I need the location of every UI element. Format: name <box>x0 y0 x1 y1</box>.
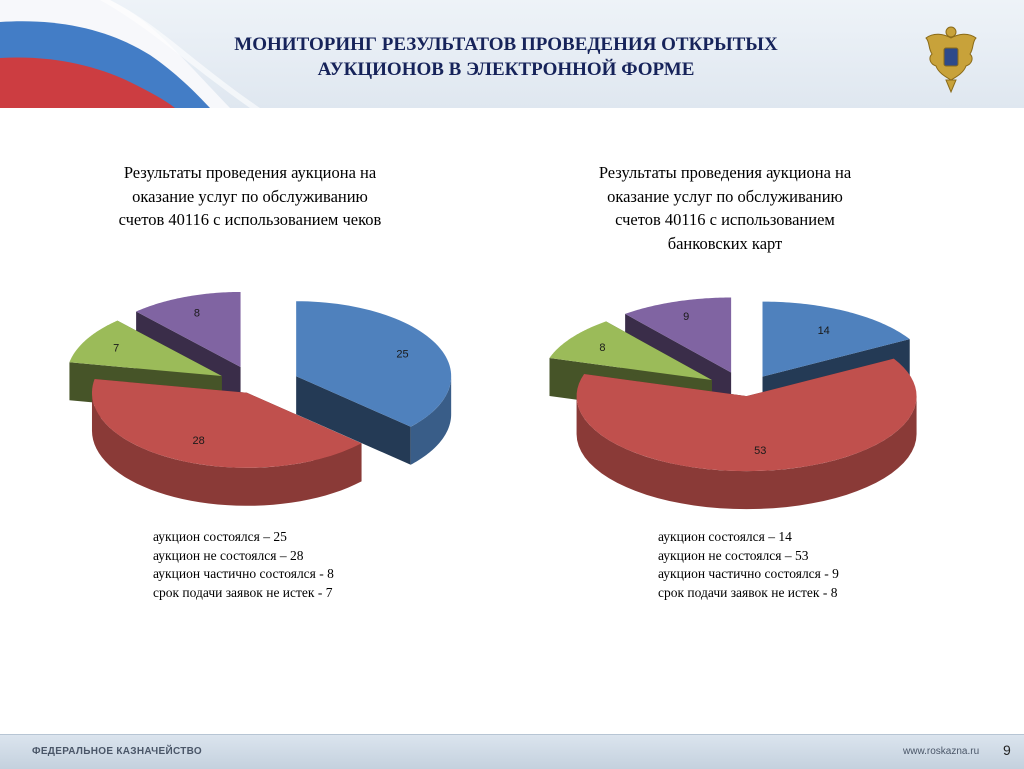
chart-1-title-line: оказание услуг по обслуживанию <box>132 186 368 206</box>
chart-1-title-line: Результаты проведения аукциона на <box>123 163 377 182</box>
pie-data-label: 14 <box>817 324 830 337</box>
chart-1-legend <box>153 528 334 602</box>
title-line-2: АУКЦИОНОВ В ЭЛЕКТРОННОЙ ФОРМЕ <box>317 59 695 80</box>
pie-data-label: 8 <box>193 307 200 320</box>
legend-item: аукцион частично состоялся - 9 <box>658 566 839 581</box>
legend-item: аукцион состоялся – 14 <box>658 529 792 544</box>
title-line-1: МОНИТОРИНГ РЕЗУЛЬТАТОВ ПРОВЕДЕНИЯ ОТКРЫТЫХ <box>234 34 778 55</box>
legend-item: аукцион не состоялся – 28 <box>153 547 304 563</box>
pie-data-label: 9 <box>683 310 690 323</box>
slide-header <box>0 0 1024 108</box>
slide-footer <box>0 734 1024 769</box>
pie-chart-bank-cards <box>550 255 990 515</box>
pie-data-label: 8 <box>599 342 606 355</box>
chart-2-legend <box>658 528 839 602</box>
pie-data-label: 7 <box>113 342 120 355</box>
legend-item: аукцион состоялся – 25 <box>153 529 287 544</box>
pie-data-label: 53 <box>754 444 767 457</box>
pie-chart-cheques <box>40 255 480 515</box>
footer-org-name: ФЕДЕРАЛЬНОЕ КАЗНАЧЕЙСТВО <box>32 746 202 757</box>
chart-1-title <box>60 161 440 232</box>
page-number: 9 <box>1003 742 1011 758</box>
pie-data-label: 28 <box>192 434 205 447</box>
legend-item: аукцион частично состоялся - 8 <box>153 566 334 581</box>
chart-2-title-line: банковских карт <box>667 233 783 253</box>
double-headed-eagle-emblem-icon <box>920 24 982 96</box>
legend-item: срок подачи заявок не истек - 8 <box>658 584 838 600</box>
footer-website: www.roskazna.ru <box>903 746 980 757</box>
pie-data-label: 25 <box>396 348 409 361</box>
chart-2-title-line: Результаты проведения аукциона на <box>598 163 852 182</box>
legend-item: срок подачи заявок не истек - 7 <box>153 584 333 600</box>
chart-2-title-line: оказание услуг по обслуживанию <box>607 186 843 206</box>
chart-1-title-line: счетов 40116 с использованием чеков <box>118 210 382 229</box>
chart-2-title <box>545 161 905 255</box>
page-title <box>200 32 812 82</box>
chart-2-title-line: счетов 40116 с использованием <box>615 210 835 229</box>
pie-slice-red <box>577 359 917 510</box>
legend-item: аукцион не состоялся – 53 <box>658 547 809 563</box>
